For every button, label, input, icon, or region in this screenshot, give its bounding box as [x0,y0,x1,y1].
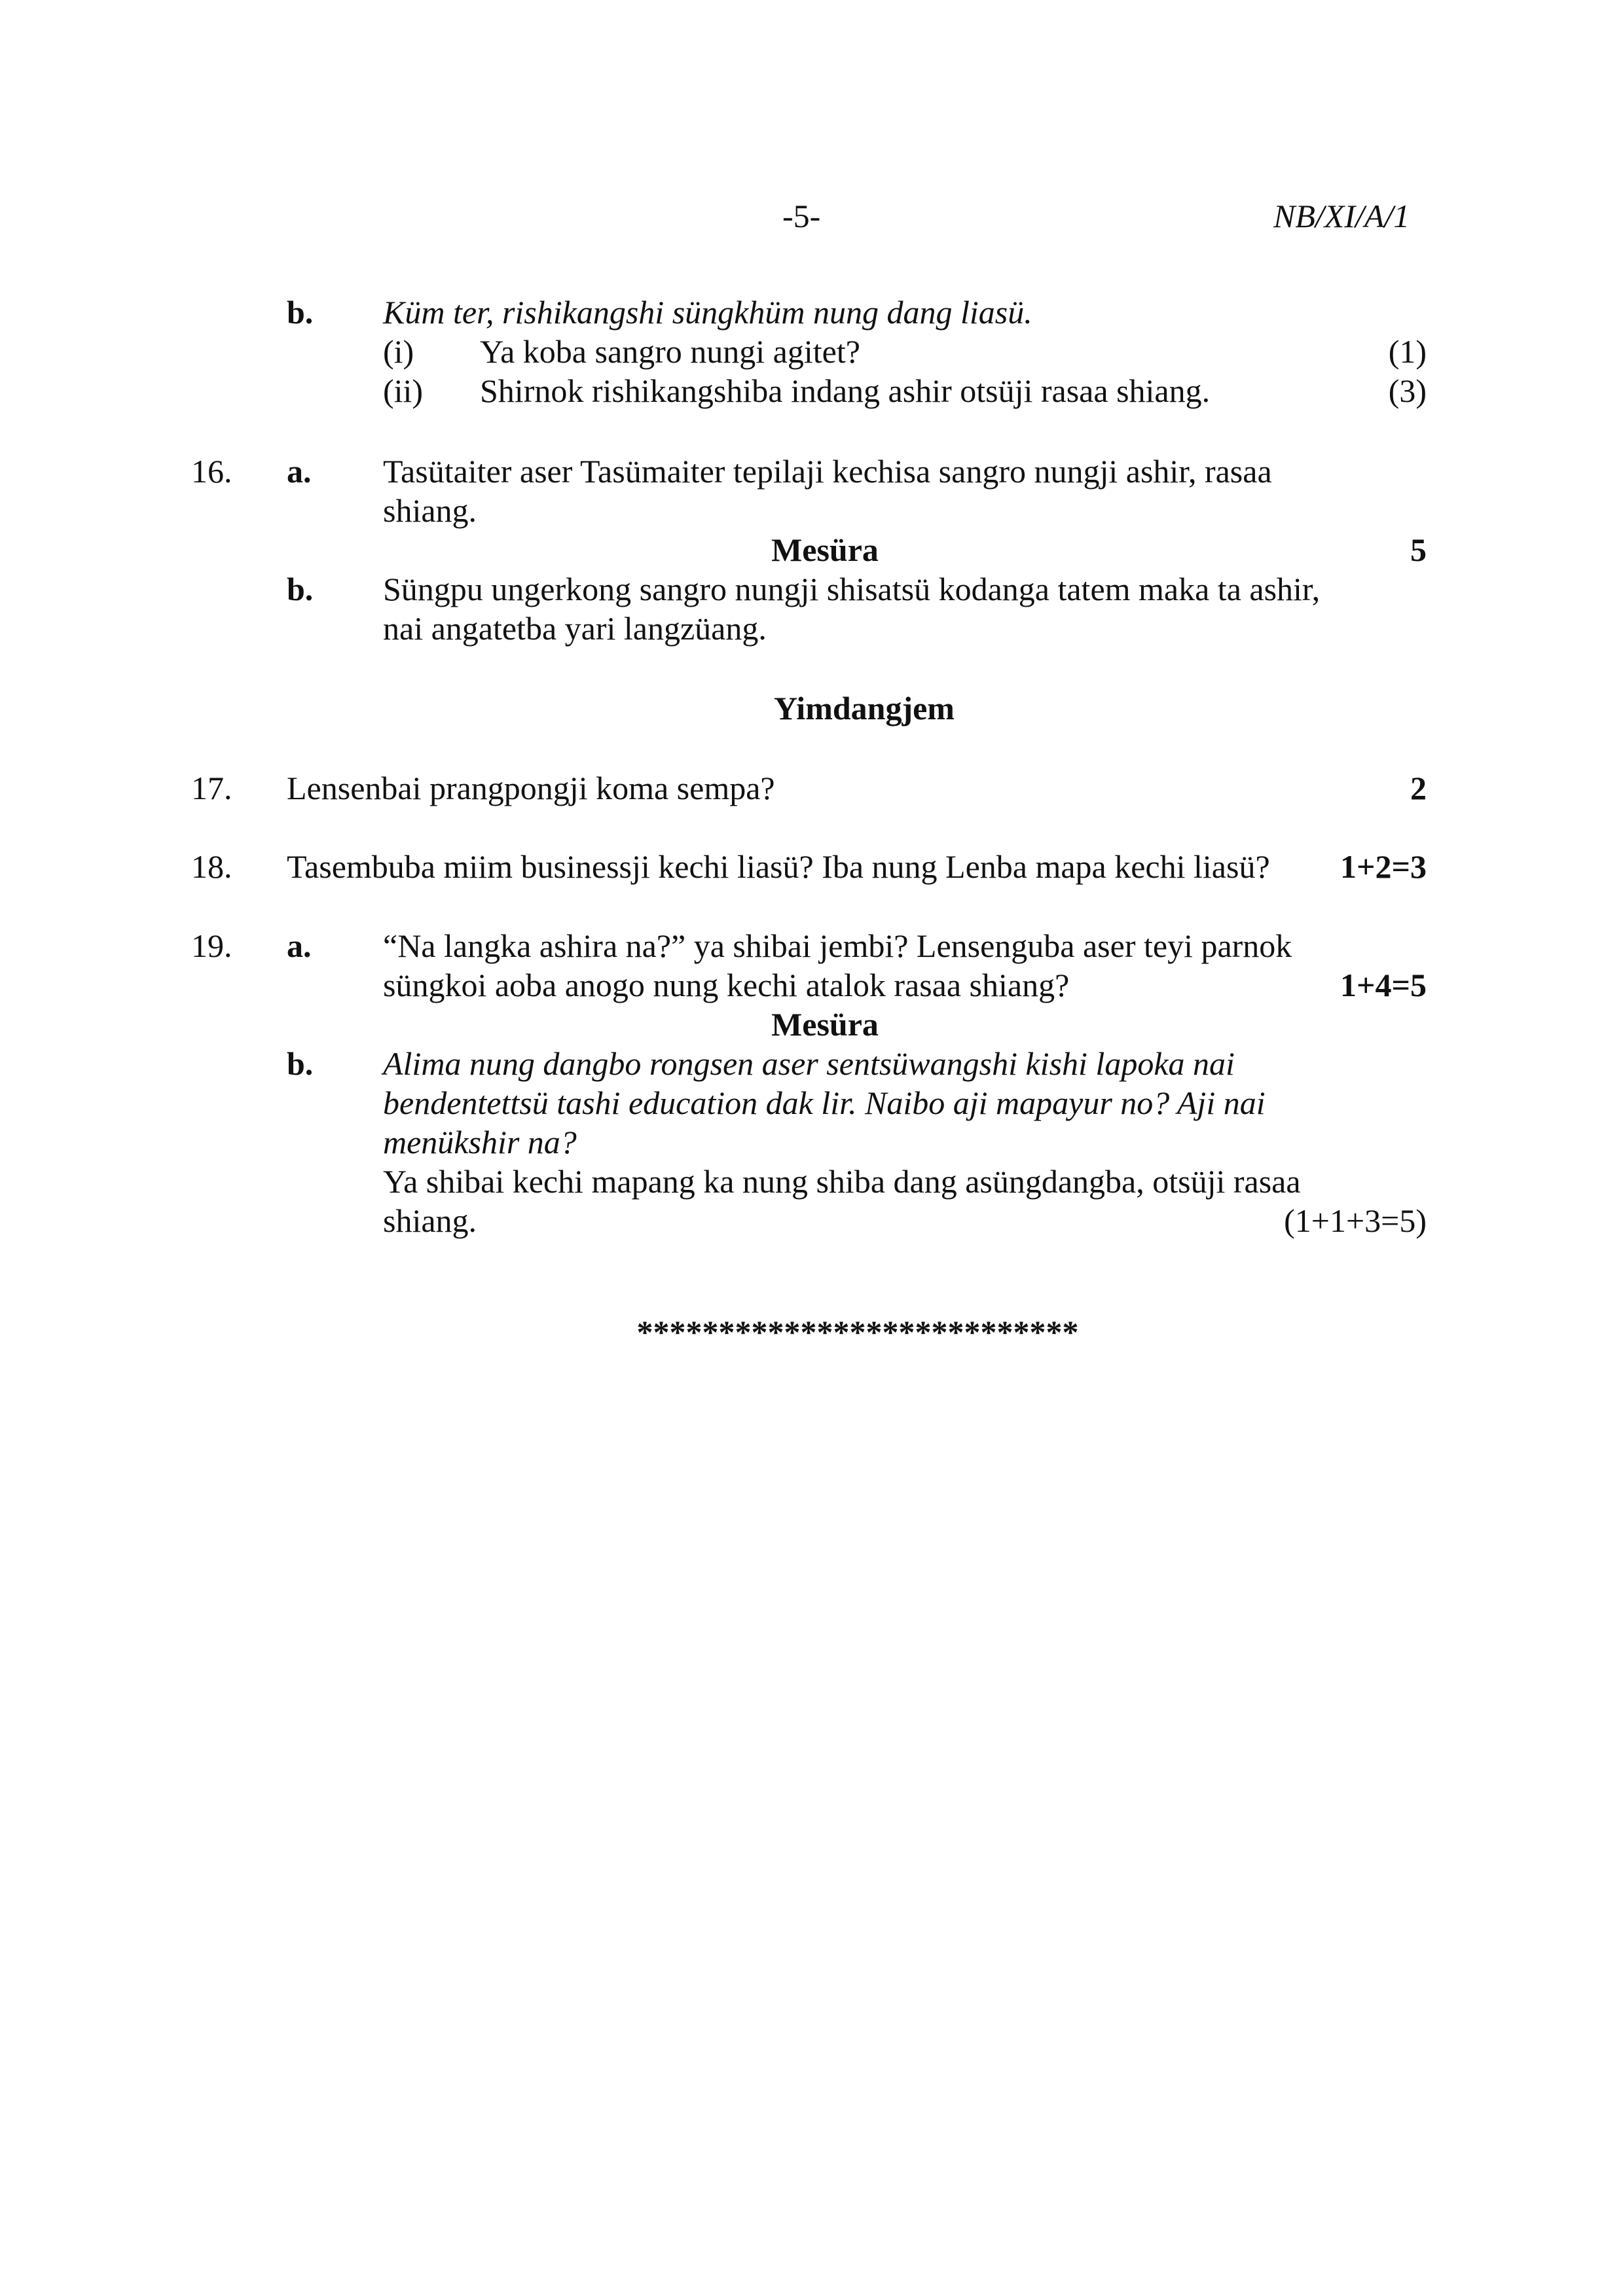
question-number: 17. [191,770,232,806]
question-text: Tasembuba miim businessji kechi liasü? Iba nung Lenba mapa kechi liasü? [287,848,1270,885]
page-number: -5- [782,198,821,234]
question-text: Süngpu ungerkong sangro nungji shisatsü kodanga tatem maka ta ashir, [383,571,1321,607]
marks: (1+1+3=5) [1284,1202,1427,1239]
question-text: Ya shibai kechi mapang ka nung shiba dang asüngdangba, otsüji rasaa [383,1163,1301,1200]
sub-question-text: Shirnok rishikangshiba indang ashir otsüji rasaa shiang. [480,372,1211,409]
part-label: a. [287,453,312,490]
question-text: Tasütaiter aser Tasümaiter tepilaji kechisa sangro nungji ashir, rasaa [383,453,1272,490]
question-text: menükshir na? [383,1124,577,1160]
part-label: b. [287,571,314,607]
question-text: bendentettsü tashi education dak lir. Naibo aji mapayur no? Aji nai [383,1085,1266,1121]
part-label: b. [287,294,314,331]
question-text: “Na langka ashira na?” ya shibai jembi? Lensenguba aser teyi parnok [383,927,1292,964]
question-number: 18. [191,848,232,885]
question-text: Lensenbai prangpongji koma sempa? [287,770,775,806]
question-text: shiang. [383,1202,477,1239]
question-prompt: Küm ter, rishikangshi süngkhüm nung dang liasü. [383,294,1032,331]
marks: 5 [1410,531,1427,568]
sub-question-number: (ii) [383,372,424,409]
marks: 2 [1410,770,1427,806]
end-of-paper-marker: *************************** [636,1314,1079,1350]
or-label: Mesüra [771,531,879,568]
marks: (3) [1388,372,1427,409]
sub-question-number: (i) [383,333,414,370]
part-label: a. [287,927,312,964]
or-label: Mesüra [771,1006,879,1043]
paper-code: NB/XI/A/1 [1273,198,1410,234]
question-number: 19. [191,927,232,964]
part-label: b. [287,1045,314,1082]
question-text: shiang. [383,492,477,529]
marks: (1) [1388,333,1427,370]
question-text: Alima nung dangbo rongsen aser sentsüwangshi kishi lapoka nai [383,1045,1235,1082]
question-text: nai angatetba yari langzüang. [383,610,767,647]
marks: 1+2=3 [1340,848,1427,885]
section-title: Yimdangjem [774,690,955,726]
question-text: süngkoi aoba anogo nung kechi atalok rasaa shiang? [383,967,1070,1003]
question-number: 16. [191,453,232,490]
marks: 1+4=5 [1340,967,1427,1003]
sub-question-text: Ya koba sangro nungi agitet? [480,333,860,370]
